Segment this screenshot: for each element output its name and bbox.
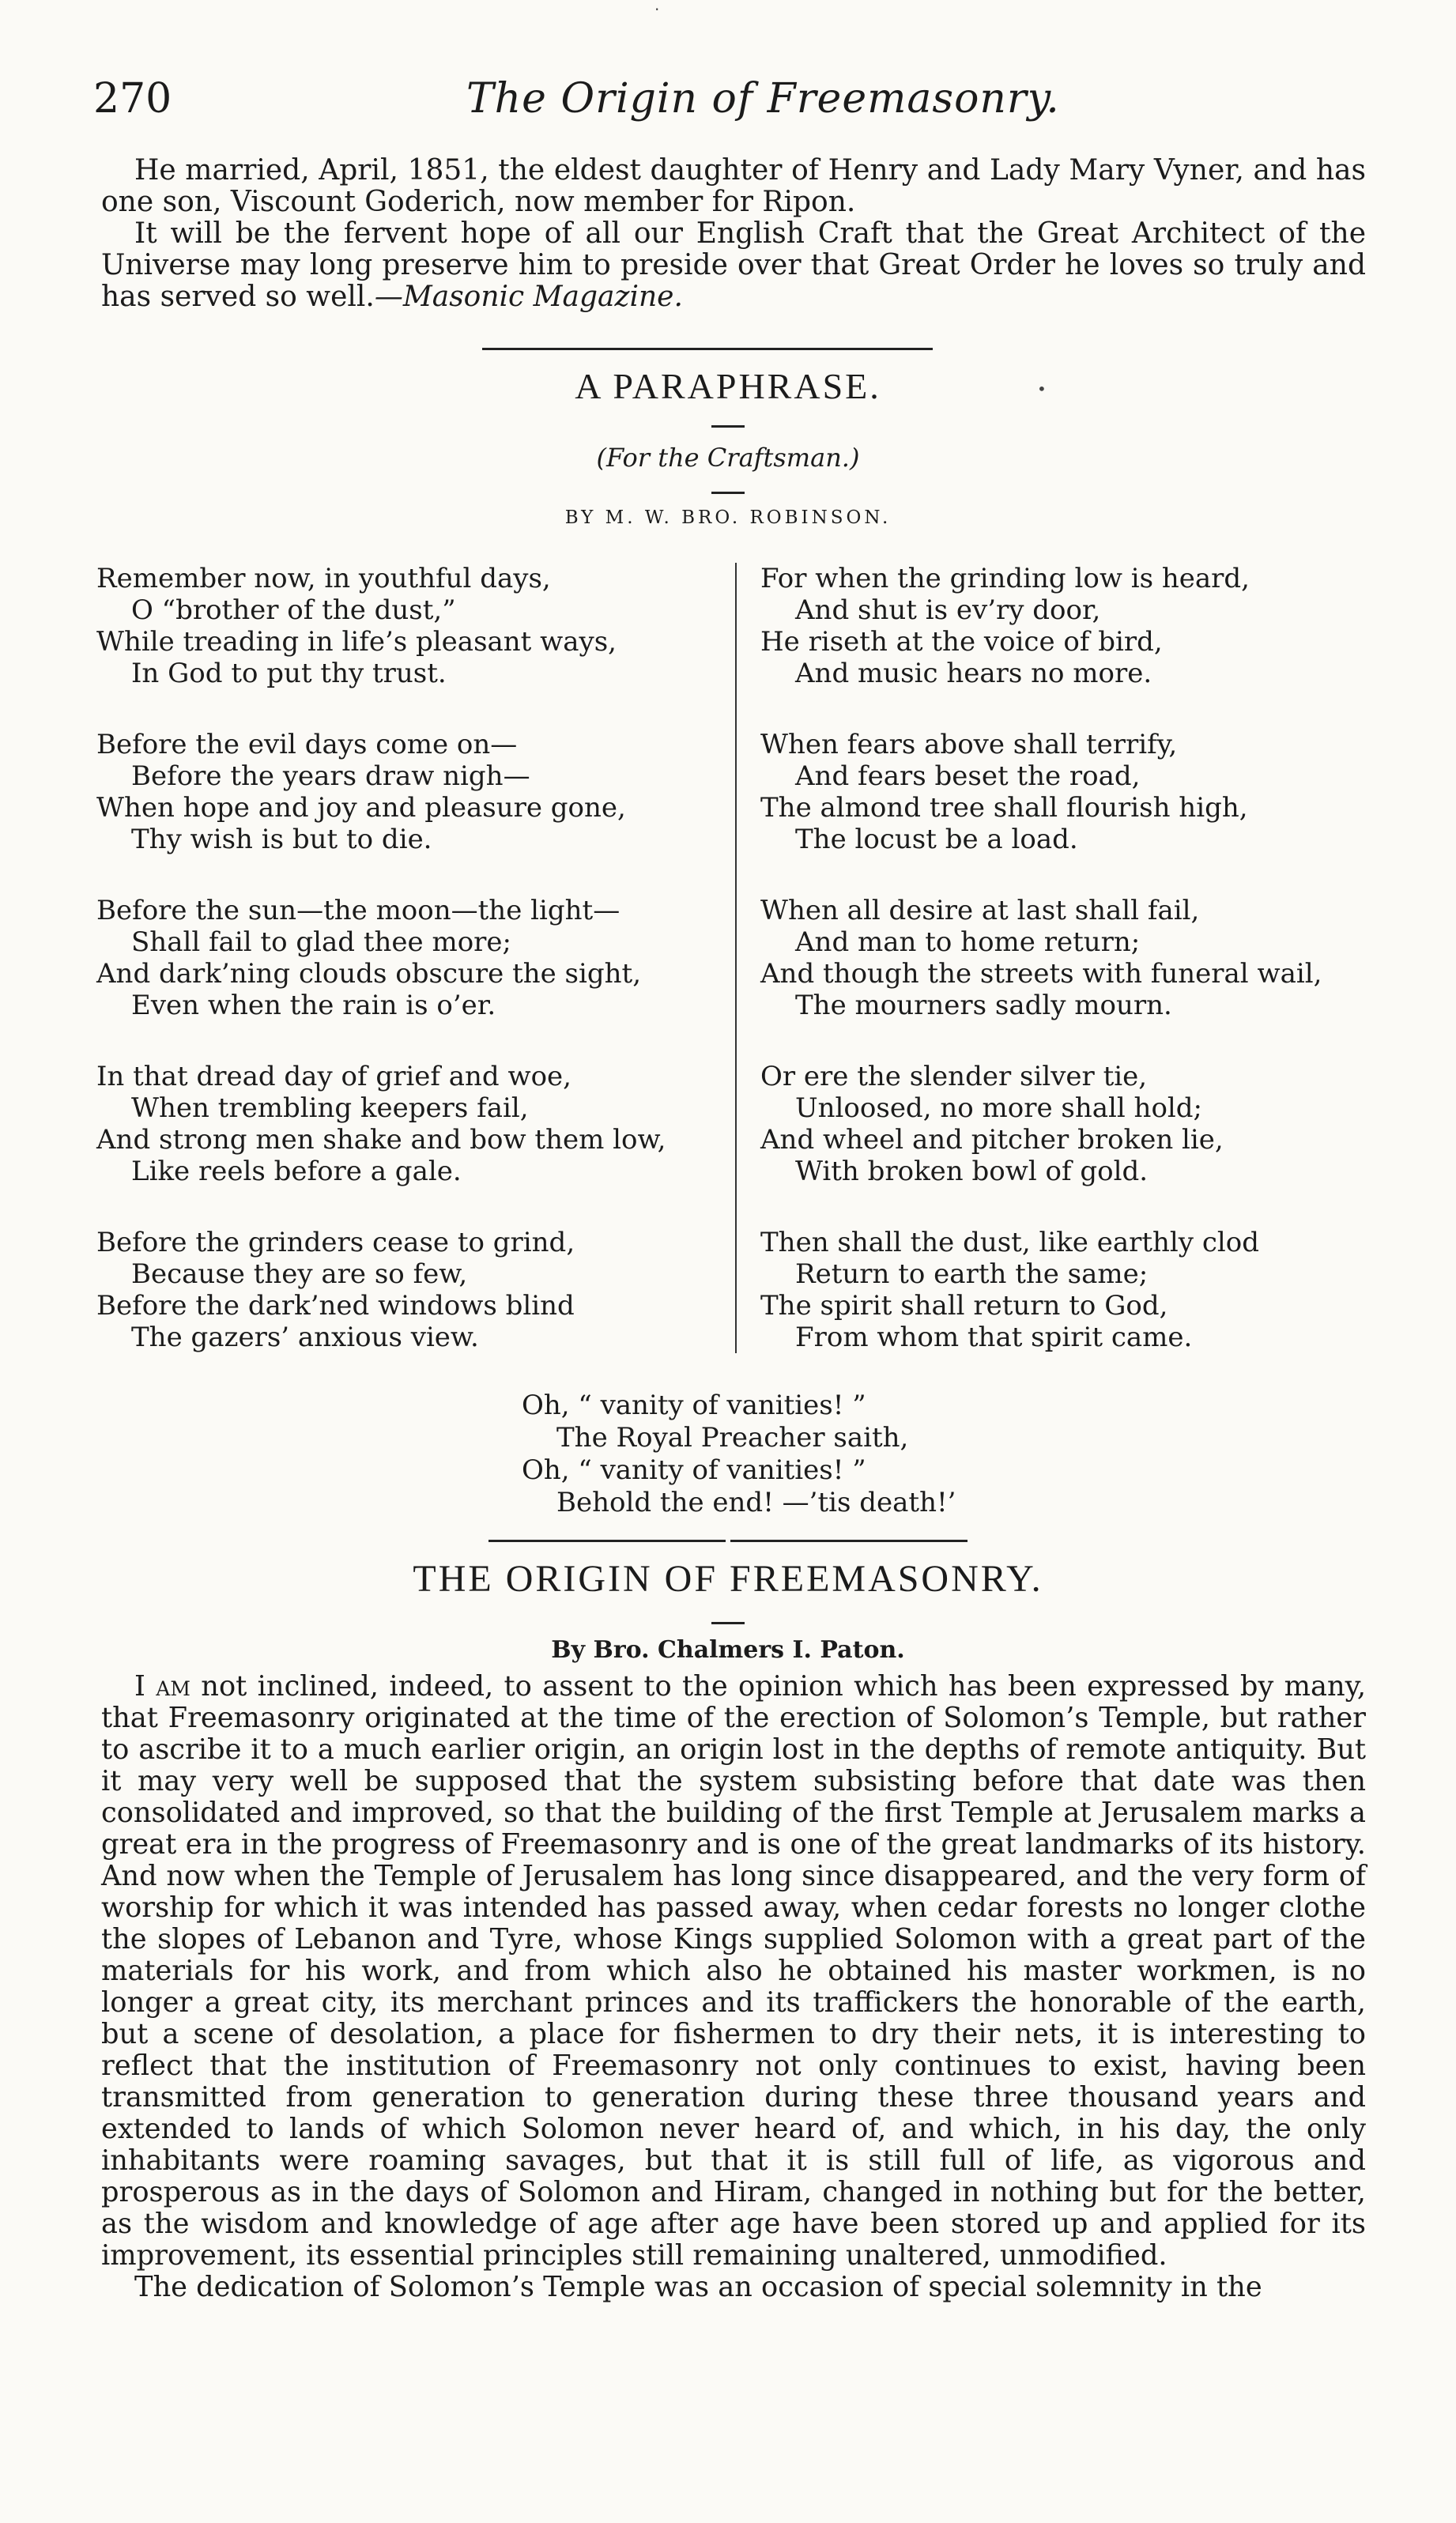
stanza (96, 895, 729, 1021)
verse-line: When all desire at last shall fail, (760, 895, 1200, 926)
verse-line: While treading in life’s pleasant ways, (96, 626, 617, 658)
section-rule (730, 1540, 968, 1542)
verse-line: And wheel and pitcher broken lie, (760, 1124, 1224, 1156)
intro-text (101, 155, 1366, 313)
stanza (96, 729, 729, 855)
column-divider (735, 563, 737, 1353)
stanza (760, 895, 1393, 1021)
article-paragraph: The dedication of Solomon’s Temple was an occasion of special solemnity in the (134, 2271, 1262, 2303)
poem-byline: BY M. W. BRO. ROBINSON. (564, 507, 892, 528)
verse-line: And dark’ning clouds obscure the sight, (96, 958, 642, 990)
verse-line: Then shall the dust, like earthly clod (760, 1227, 1259, 1258)
stanza (760, 1227, 1393, 1353)
verse-line: Before the years draw nigh— (131, 760, 530, 792)
verse-line: And music hears no more. (795, 658, 1152, 689)
intro-paragraph: He married, April, 1851, the eldest daughter of Henry and Lady Mary Vyner, and has one son, Viscount Goderich, now member for Ripon. (101, 154, 1366, 218)
verse-line: The Royal Preacher saith, (556, 1422, 909, 1454)
verse-line: In that dread day of grief and woe, (96, 1061, 571, 1092)
verse-line: Unloosed, no more shall hold; (795, 1092, 1203, 1124)
verse-line: The mourners sadly mourn. (795, 990, 1172, 1021)
poem-subtitle: (For the Craftsman.) (596, 443, 860, 473)
running-title: The Origin of Freemasonry. (466, 75, 1060, 123)
title-dash (711, 1622, 745, 1624)
verse-line: The locust be a load. (795, 824, 1078, 855)
verse-line: And though the streets with funeral wail, (760, 958, 1322, 990)
verse-line: Because they are so few, (131, 1258, 468, 1290)
verse-line: Return to earth the same; (795, 1258, 1149, 1290)
stanza (96, 1061, 729, 1187)
article-title: THE ORIGIN OF FREEMASONRY. (413, 1558, 1043, 1600)
verse-line: He riseth at the voice of bird, (760, 626, 1163, 658)
verse-line: From whom that spirit came. (795, 1322, 1193, 1353)
verse-line: Even when the rain is o’er. (131, 990, 496, 1021)
page-number: 270 (93, 75, 172, 123)
subtitle-dash (711, 492, 745, 494)
verse-line: Before the grinders cease to grind, (96, 1227, 575, 1258)
verse-line: Behold the end! —’tis death!’ (556, 1487, 956, 1518)
verse-line: Before the dark’ned windows blind (96, 1290, 575, 1322)
verse-line: And shut is ev’ry door, (795, 594, 1101, 626)
verse-line: Shall fail to glad thee more; (131, 926, 511, 958)
verse-line: When trembling keepers fail, (131, 1092, 529, 1124)
title-dash (711, 425, 745, 428)
verse-line: Before the evil days come on— (96, 729, 518, 760)
poem-right-column (760, 563, 1393, 1393)
verse-line: For when the grinding low is heard, (760, 563, 1250, 594)
verse-line: Before the sun—the moon—the light— (96, 895, 620, 926)
verse-line: Oh, “ vanity of vanities! ” (522, 1390, 866, 1421)
verse-line: Thy wish is but to die. (131, 824, 432, 855)
verse-line: O “brother of the dust,” (131, 594, 456, 626)
verse-line: The almond tree shall flourish high, (760, 792, 1248, 824)
stanza (760, 729, 1393, 855)
verse-line: Remember now, in youthful days, (96, 563, 551, 594)
stanza (760, 1061, 1393, 1187)
stanza (96, 1227, 729, 1353)
article-byline: By Bro. Chalmers I. Paton. (551, 1636, 905, 1664)
verse-line: Or ere the slender silver tie, (760, 1061, 1148, 1092)
top-ornament: ‧ (654, 0, 660, 19)
verse-line: And fears beset the road, (795, 760, 1141, 792)
dropcap: I am (134, 1670, 190, 1703)
verse-line: The spirit shall return to God, (760, 1290, 1168, 1322)
stanza (760, 563, 1393, 689)
poem-closing (522, 1390, 956, 1519)
section-rule (482, 348, 933, 350)
verse-line: The gazers’ anxious view. (131, 1322, 479, 1353)
intro-source: —Masonic Magazine. (374, 281, 683, 313)
stray-mark: • (1037, 379, 1047, 398)
verse-line: And strong men shake and bow them low, (96, 1124, 666, 1156)
poem-title: A PARAPHRASE. (575, 366, 881, 406)
verse-line: And man to home return; (795, 926, 1141, 958)
section-rule (488, 1540, 726, 1542)
poem-left-column (96, 563, 729, 1393)
verse-line: In God to put thy trust. (131, 658, 447, 689)
verse-line: When hope and joy and pleasure gone, (96, 792, 626, 824)
article-paragraph (101, 1671, 1366, 2272)
verse-line: When fears above shall terrify, (760, 729, 1178, 760)
intro-paragraph-text: It will be the fervent hope of all our English Craft that the Great Architect of the Universe may long preserve him to preside over that Great Order he loves so truly and has served so well. (101, 217, 1366, 313)
verse-line: Oh, “ vanity of vanities! ” (522, 1454, 866, 1486)
paragraph-text: not inclined, indeed, to assent to the opinion which has been expressed by many, that Freemasonry originated at the time of the erection of Solomon’s Temple, but rather to ascribe it to a much earlier origin, an origin lost in the depths of remote antiquity. But it may very well be supposed that the system subsisting before that date was then consolidated and improved, so that the building of the first Temple at Jerusalem marks a great era in the progress of Freemasonry and is one of the great landmarks of its history. And now when the Temple of Jerusalem has long since disappeared, and the very form of worship for which it was intended has passed away, when cedar forests no longer clothe the slopes of Lebanon and Tyre, whose Kings supplied Solomon with a great part of the materials for his work, and from which also he obtained his master workmen, is no longer a great city, its merchant princes and its traffickers the honorable of the earth, but a scene of desolation, a place for fishermen to dry their nets, it is interesting to reflect that the institution of Freemasonry not only continues to exist, having been transmitted from generation to generation during these three thousand years and extended to lands of which Solomon never heard of, and which, in his day, the only inhabitants were roaming savages, but that it is still full of life, as vigorous and prosperous as in the days of Solomon and Hiram, changed in nothing but for the better, as the wisdom and knowledge of age after age have been stored up and applied for its improvement, its essential principles still remaining unaltered, unmodified. (101, 1670, 1366, 2272)
intro-paragraph (101, 218, 1366, 313)
verse-line: With broken bowl of gold. (795, 1156, 1149, 1187)
stanza (96, 563, 729, 689)
verse-line: Like reels before a gale. (131, 1156, 462, 1187)
article-body (101, 1671, 1366, 2303)
